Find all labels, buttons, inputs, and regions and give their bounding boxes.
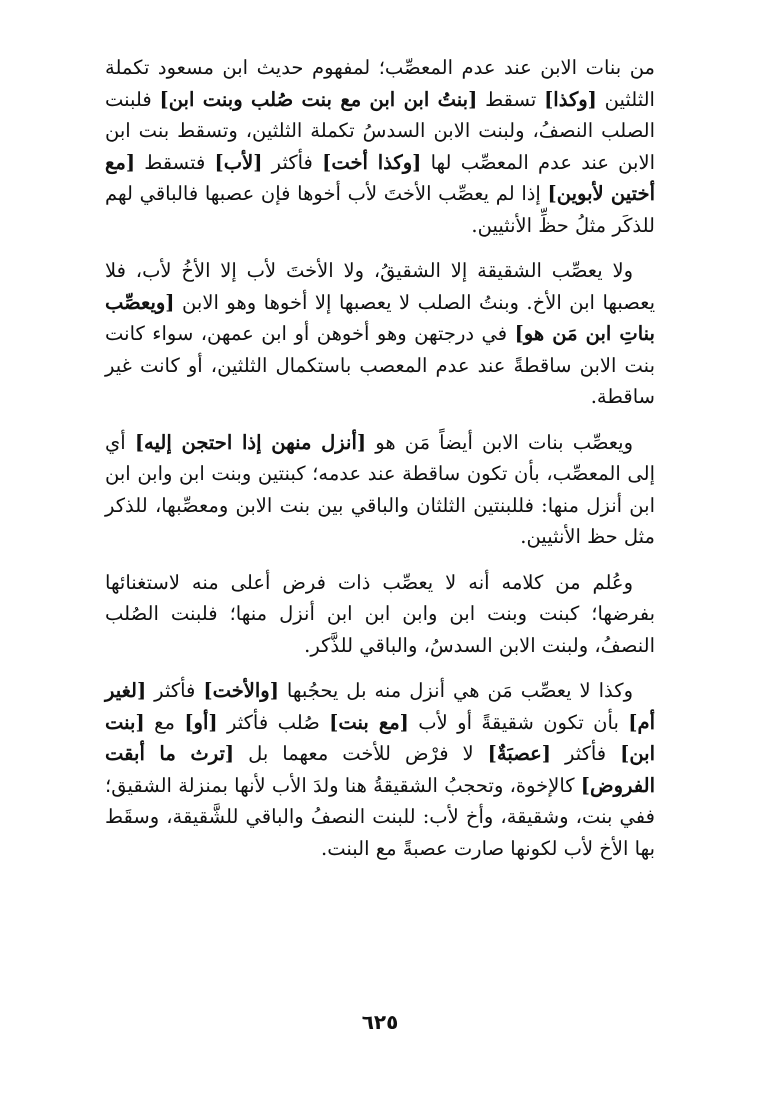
page-body [105,52,655,878]
bold-text-run: [مع أختين لأبوين] [105,150,656,205]
page-number: ٦٢٥ [361,1010,399,1034]
text-run: وكذا لا يعصِّب مَن هي أنزل منه بل يحجُبها [278,679,633,702]
text-run: بأن تكون شقيقةً أو لأب [408,710,629,734]
paragraph-2 [105,255,655,413]
bold-text-run: [وكذا أخت] [322,150,422,174]
bold-text-run: [عصبَةٌ] [487,742,551,765]
text-run: صُلب فأكثر [217,710,330,734]
bold-text-run: [مع بنت] [329,710,409,734]
bold-text-run: [وكذا] [544,87,597,111]
bold-text-run: [لأب] [214,150,263,174]
bold-text-run: [بنت ابن] [105,710,656,765]
bold-text-run: [ويعصِّب بناتِ ابن مَن هو] [105,290,655,345]
bold-text-run: [أنزل منهن إذا احتجن إليه] [134,430,367,454]
text-run: مع [144,710,185,734]
bold-text-run: [أو] [184,710,218,734]
paragraph-5 [105,675,655,864]
paragraph-1 [105,52,655,241]
text-run: في درجتهن وهو أخوهن أو ابن عمهن، سواء كانت بنت الابن ساقطةً عند عدم المعصب باستكمال الثلثين، أو كانت غير ساقطة. [105,322,655,408]
text-run: أي إلى المعصِّب، بأن تكون ساقطة عند عدمه؛ كبنتين وبنت ابن وابن ابن ابن أنزل منها: فللبنتين الثلثان والباقي بين بنت الابن ومعصِّبها، للذكر مثل حظ الأنثيين. [105,430,655,548]
text-run: فلبنت الصلب النصفُ، ولبنت الابن السدسُ تكملة الثلثين، وتسقط بنت ابن الابن عند عدم المعصِّب لها [105,87,655,174]
paragraph-4 [105,567,655,662]
text-run: فأكثر [262,150,323,174]
bold-text-run: [لغير أم] [105,679,655,734]
text-run: فتسقط [135,150,215,174]
text-run: إذا لم يعصِّب الأختَ لأب أخوها فإن عصبها فالباقي لهم للذكَر مثلُ حظِّ الأنثيين. [105,182,655,237]
text-run: لا فرْض للأخت معهما بل [234,742,488,765]
bold-text-run: [ترث ما أبقت الفروض] [105,742,655,797]
text-run: ولا يعصِّب الشقيقة إلا الشقيقُ، ولا الأختَ لأب إلا الأخُ لأب، فلا يعصبها ابن الأخ. وبنتُ الصلب لا يعصبها إلا أخوها وهو الابن [105,259,655,314]
text-run: وعُلم من كلامه أنه لا يعصِّب ذات فرض أعلى منه لاستغنائها بفرضها؛ كبنت وبنت ابن وابن ابن ابن أنزل منها؛ فلبنت الصُلب النصفُ، ولبنت الابن السدسُ، والباقي للذَّكر. [105,570,655,657]
paragraph-3 [105,427,655,553]
text-run: فأكثر [550,742,621,765]
text-run: من بنات الابن عند عدم المعصِّب؛ لمفهوم حديث ابن مسعود تكملة الثلثين [105,56,655,111]
text-run: فأكثر [146,679,204,702]
bold-text-run: [والأخت] [203,679,279,702]
text-run: كالإخوة، وتحجبُ الشقيقةُ هنا ولدَ الأب لأنها بمنزلة الشقيق؛ ففي بنت، وشقيقة، وأخ لأب: للبنت النصفُ والباقي للشَّقيقة، وسقَط بها الأخ لأب لكونها صارت عصبةً مع البنت. [105,773,655,860]
bold-text-run: [بنتُ ابن ابن مع بنت صُلب وبنت ابن] [159,87,478,111]
text-run: تسقط [477,87,545,111]
text-run: ويعصِّب بنات الابن أيضاً مَن هو [366,430,634,454]
